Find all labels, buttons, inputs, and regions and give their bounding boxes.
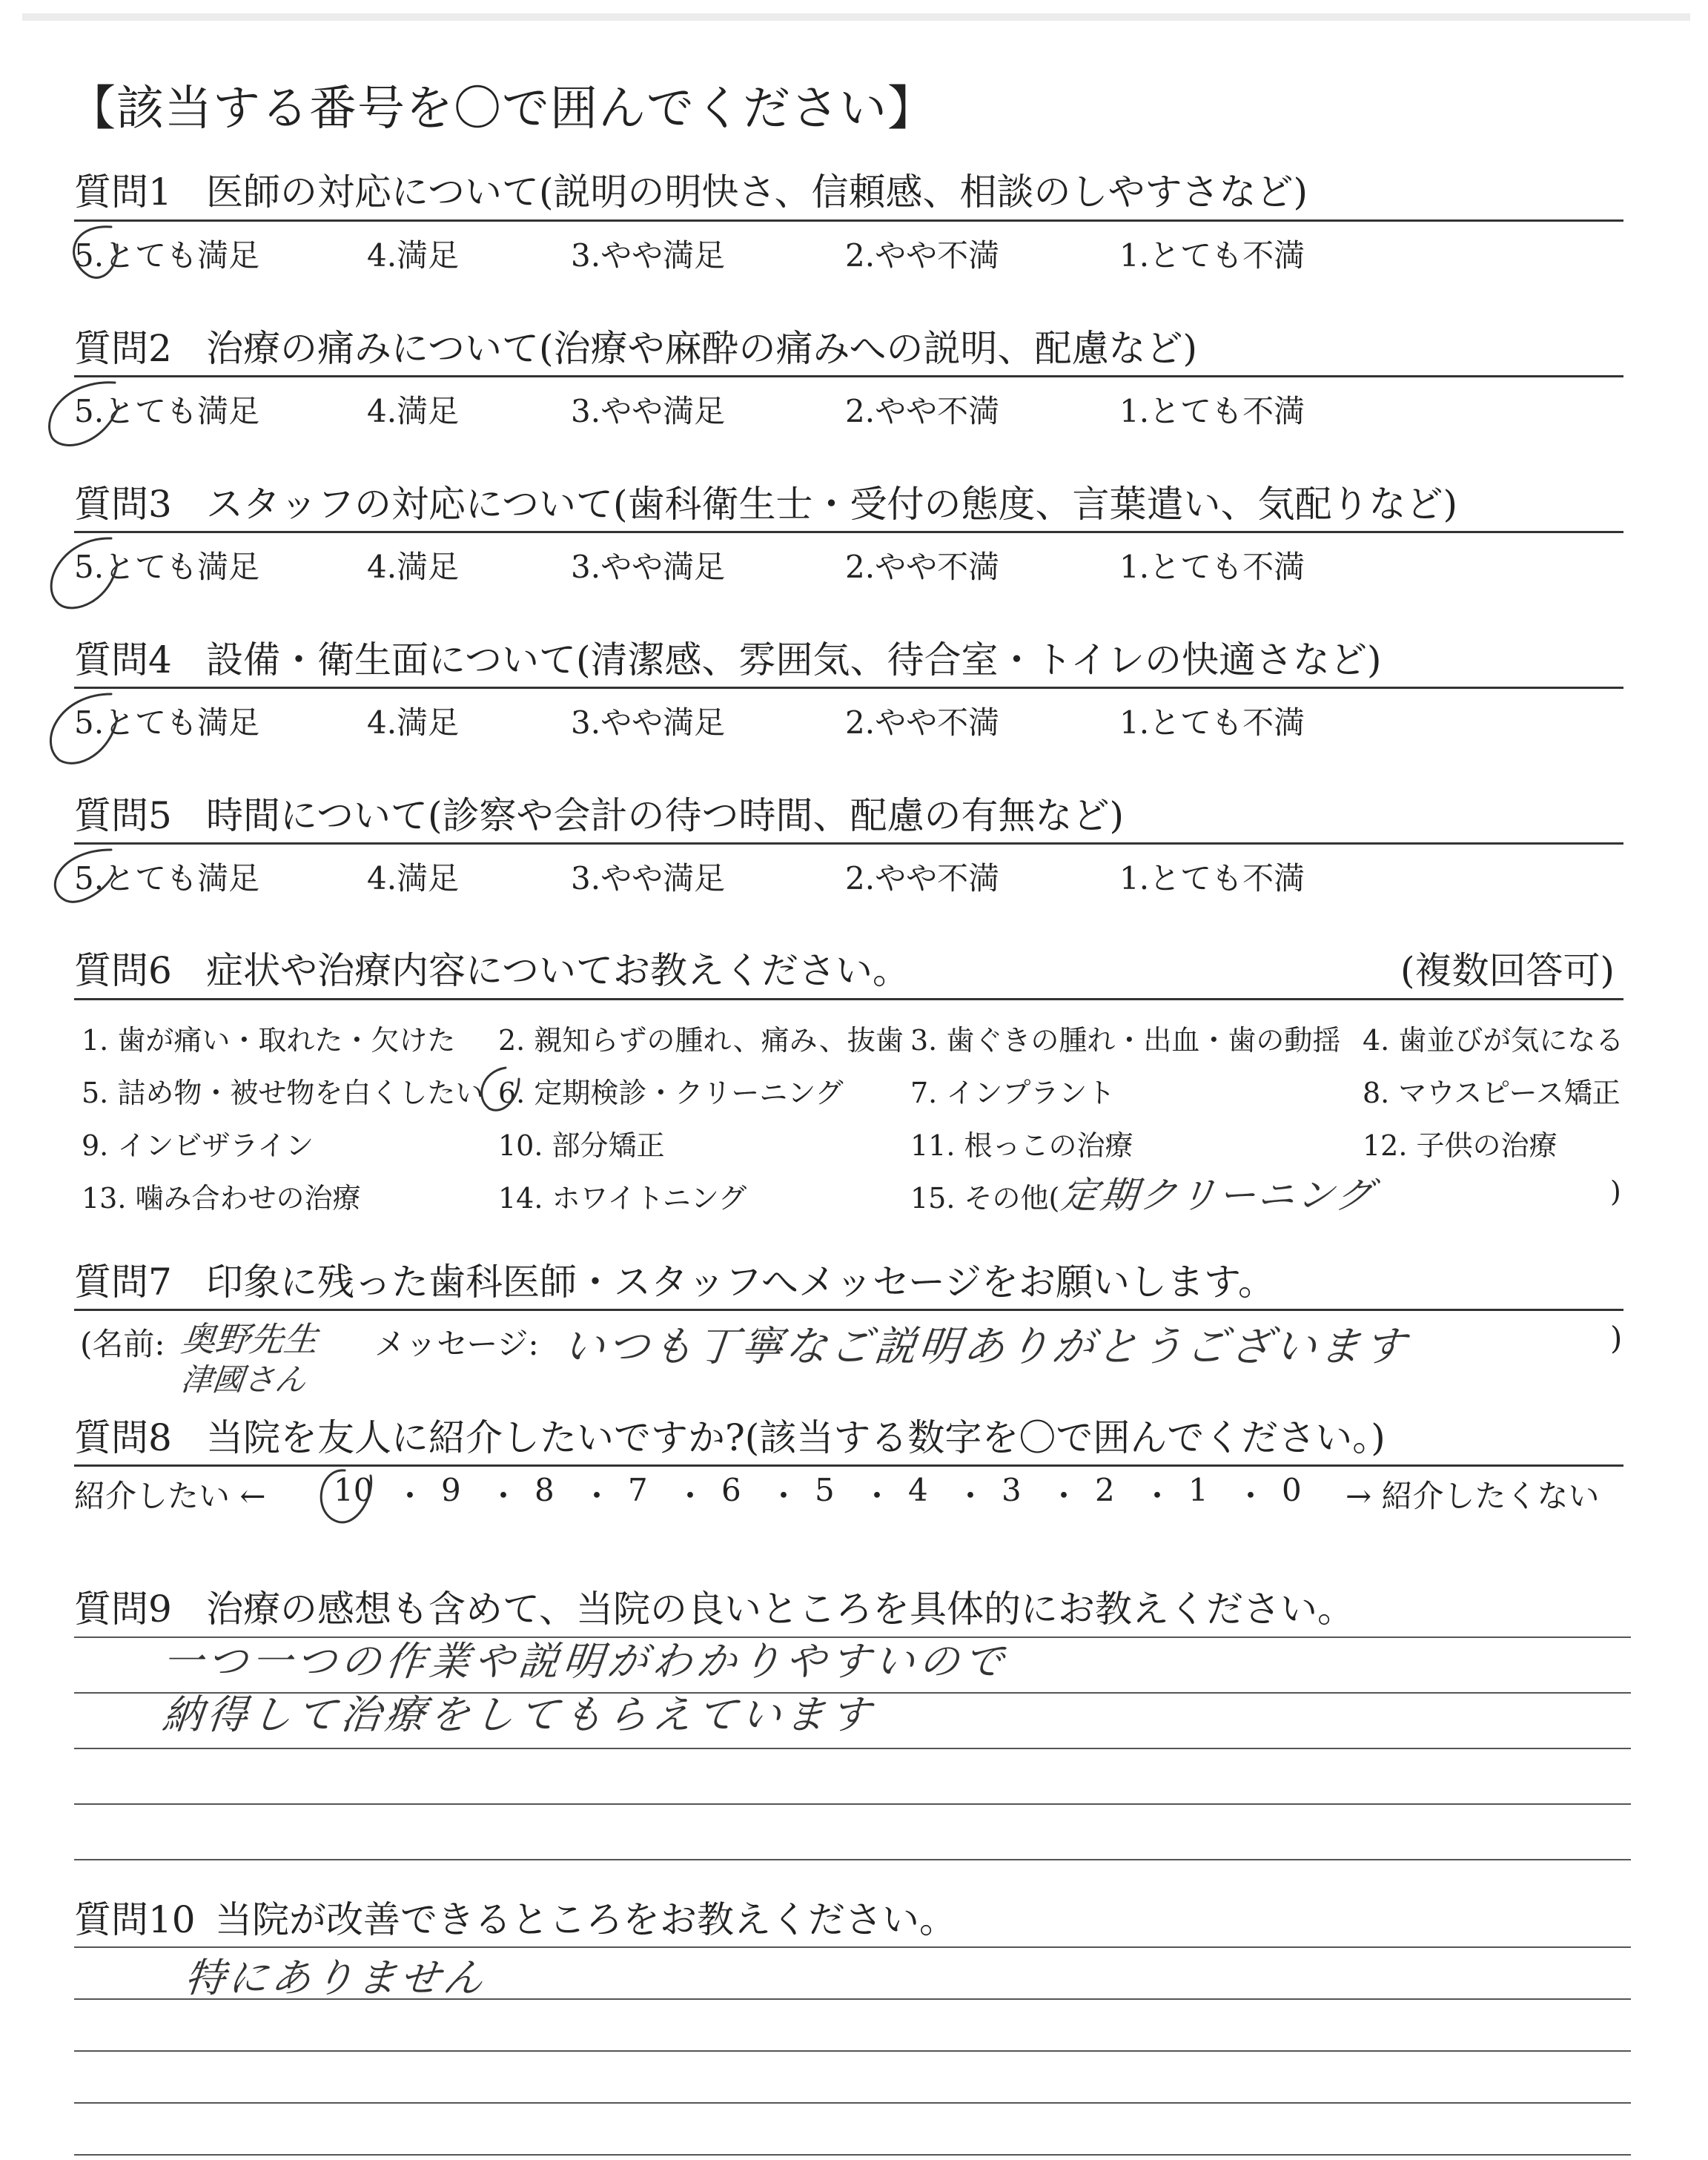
scale-dot: ・ (861, 1478, 893, 1514)
question-text: 時間について(診察や会計の待つ時間、配慮の有無など) (206, 794, 1125, 837)
option-4[interactable]: 4.満足 (367, 393, 460, 429)
option-1[interactable]: 1.とても不満 (1119, 704, 1305, 741)
question-text: 治療の感想も含めて、当院の良いところを具体的にお教えください。 (206, 1588, 1354, 1631)
scale-0[interactable]: 0 (1282, 1472, 1302, 1508)
question-number: 質問9 (74, 1588, 172, 1631)
scale-dot: ・ (768, 1478, 800, 1514)
scale-2[interactable]: 2 (1095, 1472, 1115, 1508)
q9-answer-line-1: 一つ一つの作業や説明がわかりやすいので (160, 1638, 1010, 1685)
question-number: 質問3 (74, 483, 172, 526)
q6-other-close-paren: ) (1610, 1175, 1621, 1208)
q6-item-12[interactable]: 12. 子供の治療 (1363, 1129, 1558, 1162)
option-4[interactable]: 4.満足 (367, 704, 460, 741)
q6-item-2[interactable]: 2. 親知らずの腫れ、痛み、抜歯 (498, 1024, 904, 1057)
scale-9[interactable]: 9 (441, 1472, 461, 1508)
option-5[interactable]: 5.とても満足 (74, 549, 260, 585)
question-note: (複数回答可) (1400, 949, 1615, 992)
divider (74, 1464, 1623, 1467)
question-number: 質問7 (74, 1261, 172, 1304)
question-text: 医師の対応について(説明の明快さ、信頼感、相談のしやすさなど) (206, 171, 1308, 214)
scale-7[interactable]: 7 (628, 1472, 648, 1508)
q6-other-handwritten: 定期クリーニング (1059, 1174, 1377, 1217)
q6-item-1[interactable]: 1. 歯が痛い・取れた・欠けた (82, 1024, 456, 1057)
name-handwritten-1: 奥野先生 (179, 1319, 320, 1359)
message-close-paren: ) (1610, 1320, 1623, 1356)
option-4[interactable]: 4.満足 (367, 237, 460, 274)
writing-line (74, 1859, 1631, 1860)
message-handwritten: いつも丁寧なご説明ありがとうございます (560, 1323, 1411, 1371)
option-2[interactable]: 2.やや不満 (845, 860, 1000, 896)
question-text: 治療の痛みについて(治療や麻酔の痛みへの説明、配慮など) (206, 327, 1198, 370)
question-number: 質問2 (74, 327, 172, 370)
scale-10[interactable]: 10 (334, 1472, 374, 1508)
writing-line (74, 2102, 1631, 2104)
question-7 (74, 1257, 1623, 1307)
question-10 (74, 1895, 1623, 1945)
option-1[interactable]: 1.とても不満 (1119, 549, 1305, 585)
scale-dot: ・ (1235, 1478, 1267, 1514)
divider (74, 375, 1623, 377)
q6-item-9[interactable]: 9. インビザライン (82, 1129, 314, 1162)
question-text: 当院が改善できるところをお教えください。 (215, 1898, 956, 1941)
question-2 (74, 323, 1623, 374)
q6-item-8[interactable]: 8. マウスピース矯正 (1363, 1077, 1621, 1109)
question-number: 質問5 (74, 794, 172, 837)
question-text: 当院を友人に紹介したいですか?(該当する数字を〇で囲んでください。) (206, 1416, 1386, 1459)
option-2[interactable]: 2.やや不満 (845, 549, 1000, 585)
page-title: 【該当する番号を〇で囲んでください】 (68, 82, 936, 136)
scale-dot: ・ (955, 1478, 987, 1514)
divider (74, 1309, 1623, 1311)
question-text: 設備・衛生面について(清潔感、雰囲気、待合室・トイレの快適さなど) (206, 638, 1382, 681)
scale-4[interactable]: 4 (908, 1472, 928, 1508)
option-2[interactable]: 2.やや不満 (845, 237, 1000, 274)
divider (74, 531, 1623, 533)
scale-dot: ・ (394, 1478, 426, 1514)
scale-dot: ・ (1048, 1478, 1080, 1514)
question-1 (74, 167, 1623, 217)
q6-item-7[interactable]: 7. インプラント (910, 1077, 1116, 1109)
question-number: 質問1 (74, 171, 172, 214)
divider (74, 842, 1623, 845)
q6-item-4[interactable]: 4. 歯並びが気になる (1363, 1024, 1624, 1057)
option-1[interactable]: 1.とても不満 (1119, 237, 1305, 274)
option-3[interactable]: 3.やや満足 (571, 860, 726, 896)
option-4[interactable]: 4.満足 (367, 860, 460, 896)
q6-item-5[interactable]: 5. 詰め物・被せ物を白くしたい (82, 1077, 484, 1109)
question-number: 質問10 (74, 1898, 196, 1941)
question-number: 質問8 (74, 1416, 172, 1459)
message-label: メッセージ: (374, 1326, 539, 1362)
question-6 (74, 945, 1623, 996)
recommend-scale (74, 1472, 1623, 1516)
question-5 (74, 790, 1623, 841)
writing-line (74, 1748, 1631, 1749)
option-5[interactable]: 5.とても満足 (74, 704, 260, 741)
scale-6[interactable]: 6 (721, 1472, 741, 1508)
option-2[interactable]: 2.やや不満 (845, 393, 1000, 429)
option-5[interactable]: 5.とても満足 (74, 237, 260, 274)
question-9 (74, 1584, 1623, 1634)
q6-item-14[interactable]: 14. ホワイトニング (498, 1182, 747, 1215)
scale-dot: ・ (581, 1478, 613, 1514)
q6-item-10[interactable]: 10. 部分矯正 (498, 1129, 665, 1162)
q9-answer-line-2: 納得して治療をしてもらえています (160, 1691, 877, 1738)
option-4[interactable]: 4.満足 (367, 549, 460, 585)
scale-right-label: → 紹介したくない (1345, 1478, 1600, 1514)
question-text: 症状や治療内容についてお教えください。 (206, 949, 910, 992)
option-1[interactable]: 1.とても不満 (1119, 393, 1305, 429)
scale-8[interactable]: 8 (534, 1472, 555, 1508)
q6-item-13[interactable]: 13. 噛み合わせの治療 (82, 1182, 361, 1215)
writing-line (74, 1803, 1631, 1805)
question-4 (74, 635, 1623, 685)
divider (74, 219, 1623, 222)
scale-left-label: 紹介したい ← (74, 1478, 266, 1514)
question-8 (74, 1413, 1623, 1463)
question-3 (74, 479, 1623, 529)
option-5[interactable]: 5.とても満足 (74, 860, 260, 896)
divider (74, 998, 1623, 1000)
scan-edge (22, 13, 1690, 21)
name-label: (名前: (80, 1326, 165, 1362)
q6-item-3[interactable]: 3. 歯ぐきの腫れ・出血・歯の動揺 (910, 1024, 1341, 1057)
q10-answer-line-1: 特にありません (182, 1955, 489, 2001)
name-handwritten-2: 津國さん (179, 1361, 308, 1398)
q6-item-15[interactable]: 15. その他( (910, 1182, 1060, 1215)
option-3[interactable]: 3.やや満足 (571, 704, 726, 741)
option-3[interactable]: 3.やや満足 (571, 393, 726, 429)
question-number: 質問6 (74, 949, 172, 992)
scale-dot: ・ (675, 1478, 706, 1514)
question-text: スタッフの対応について(歯科衛生士・受付の態度、言葉遣い、気配りなど) (206, 483, 1458, 526)
writing-line (74, 2154, 1631, 2156)
option-2[interactable]: 2.やや不満 (845, 704, 1000, 741)
divider (74, 687, 1623, 689)
scale-5[interactable]: 5 (815, 1472, 835, 1508)
q6-item-6[interactable]: 6. 定期検診・クリーニング (498, 1077, 844, 1109)
option-3[interactable]: 3.やや満足 (571, 549, 726, 585)
scale-dot: ・ (1142, 1478, 1174, 1514)
scale-1[interactable]: 1 (1188, 1472, 1208, 1508)
writing-line (74, 2050, 1631, 2052)
question-number: 質問4 (74, 638, 172, 681)
question-text: 印象に残った歯科医師・スタッフへメッセージをお願いします。 (206, 1261, 1275, 1304)
option-3[interactable]: 3.やや満足 (571, 237, 726, 274)
scale-3[interactable]: 3 (1002, 1472, 1022, 1508)
option-5[interactable]: 5.とても満足 (74, 393, 260, 429)
q6-item-11[interactable]: 11. 根っこの治療 (910, 1129, 1133, 1162)
scale-dot: ・ (488, 1478, 520, 1514)
option-1[interactable]: 1.とても不満 (1119, 860, 1305, 896)
